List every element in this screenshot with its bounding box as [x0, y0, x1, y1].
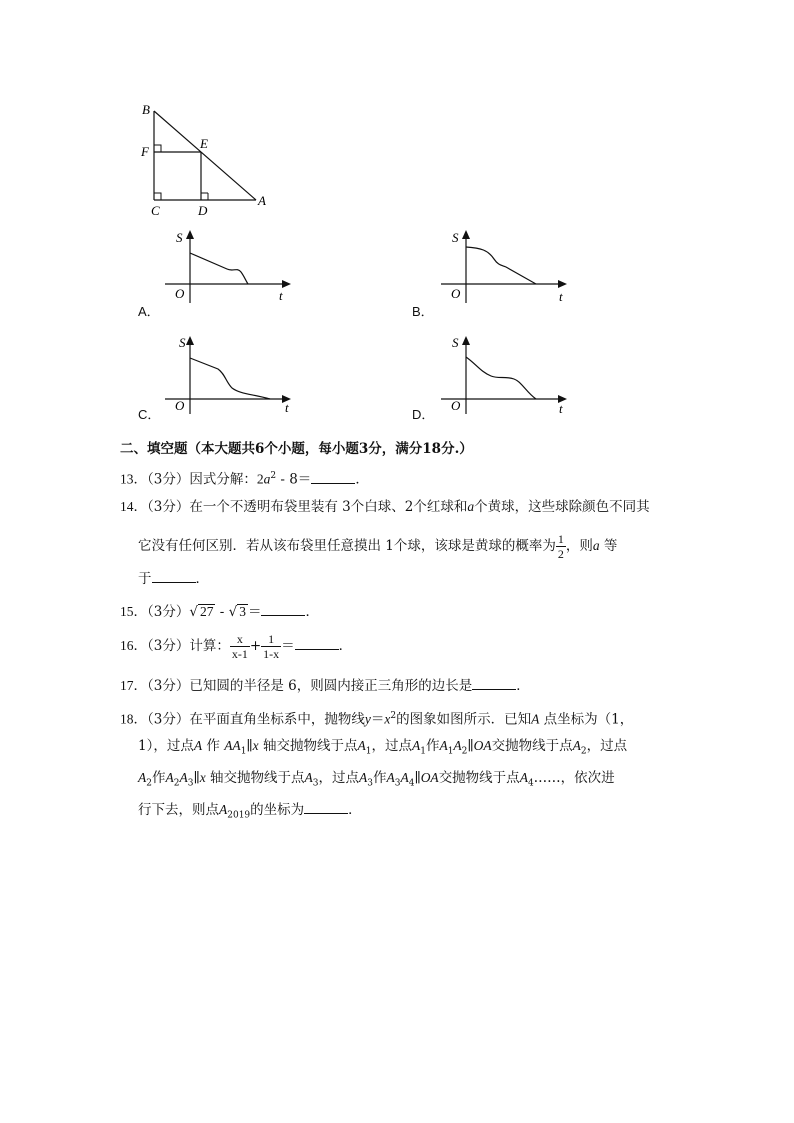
x-axis-arrow: [282, 280, 291, 288]
triangle-figure: [130, 98, 280, 220]
question-13: 13．（3分）因式分解：$2a^2 - 8=$ ．: [120, 471, 369, 488]
point-label-E: E: [200, 136, 208, 151]
question-14-line3: 于 ．: [138, 571, 209, 587]
answer-blank-16[interactable]: [295, 637, 339, 650]
option-b-graph: [436, 228, 571, 303]
question-17: 17．（3分）已知圆的半径是 6，则圆内接正三角形的边长是 ．: [120, 678, 530, 694]
answer-blank-13[interactable]: [311, 471, 355, 484]
option-a-letter[interactable]: A．: [138, 304, 160, 319]
answer-blank-15[interactable]: [261, 603, 305, 616]
option-c-curve: [190, 358, 270, 399]
svg-text:S: S: [452, 230, 459, 245]
answer-blank-14[interactable]: [152, 570, 196, 583]
fraction-2: $\frac{1}{1-x}$: [263, 632, 280, 661]
option-a-curve: [190, 253, 248, 284]
option-a-graph: [160, 228, 295, 303]
svg-text:O: O: [451, 286, 461, 301]
option-b-letter[interactable]: B．: [412, 304, 434, 319]
svg-text:S: S: [179, 335, 186, 350]
option-c-letter[interactable]: C．: [138, 407, 161, 422]
point-label-F: F: [141, 144, 149, 159]
answer-blank-18[interactable]: [304, 801, 348, 814]
svg-text:t: t: [285, 400, 289, 414]
probability-fraction: $\frac{1}{2}$: [557, 532, 564, 561]
fraction-1: $\frac{x}{x-1}$: [231, 632, 248, 661]
side-BA: [154, 111, 256, 200]
svg-text:t: t: [559, 289, 563, 303]
point-label-D: D: [198, 203, 208, 218]
option-d-graph: [436, 334, 571, 414]
answer-blank-17[interactable]: [472, 677, 516, 690]
question-18-line4: 行下去，则点$A_{2019}$的坐标为 ．: [138, 802, 362, 821]
point-label-A: A: [258, 193, 266, 208]
option-d-curve: [466, 357, 536, 399]
question-16: 16．（3分）计算： $\frac{x}{x-1}$ + $\frac{1}{1-x}$ ＝ ．: [120, 632, 353, 661]
section-title: 二、填空题（本大题共6个小题，每小题3分，满分18分.）: [120, 441, 473, 457]
question-14: 14．（3分）在一个不透明布袋里装有 3个白球、2个红球和a个黄球，这些球除颜色不同其: [120, 499, 650, 515]
right-angle-C: [154, 193, 161, 200]
point-label-C: C: [151, 203, 160, 218]
right-angle-F: [154, 145, 161, 152]
question-18-line2: 1），过点A 作 $AA_1\parallel x$ 轴交抛物线于点$A_1$，过点$A_1$作$A_1A_2\parallel OA$交抛物线于点$A_2$，过点: [138, 738, 628, 757]
question-18: 18．（3分）在平面直角坐标系中，抛物线$y=x^2$的图象如图所示．已知A 点坐标为（1，: [120, 711, 634, 728]
svg-text:O: O: [175, 398, 185, 413]
svg-text:t: t: [559, 401, 563, 414]
svg-text:S: S: [452, 335, 459, 350]
question-14-line2: 它没有任何区别．若从该布袋里任意摸出 1个球，该球是黄球的概率为 $\frac{1}{2}$ ，则a 等: [138, 532, 618, 561]
option-b-curve: [466, 247, 536, 284]
svg-text:S: S: [176, 230, 183, 245]
point-label-B: B: [142, 102, 150, 117]
option-c-graph: [160, 334, 295, 414]
svg-text:O: O: [451, 398, 461, 413]
y-axis-arrow: [186, 230, 194, 239]
question-15: 15．（3分）√ 27 - √ 3 ＝ ．: [120, 604, 319, 620]
question-18-line3: $A_2$作$A_2A_3\parallel x$ 轴交抛物线于点$A_3$，过点$A_3$作$A_3A_4\parallel OA$交抛物线于点$A_4\dots\dots$，依次进: [138, 770, 615, 789]
svg-text:O: O: [175, 286, 185, 301]
svg-text:t: t: [279, 288, 283, 303]
option-d-letter[interactable]: D．: [412, 407, 435, 422]
